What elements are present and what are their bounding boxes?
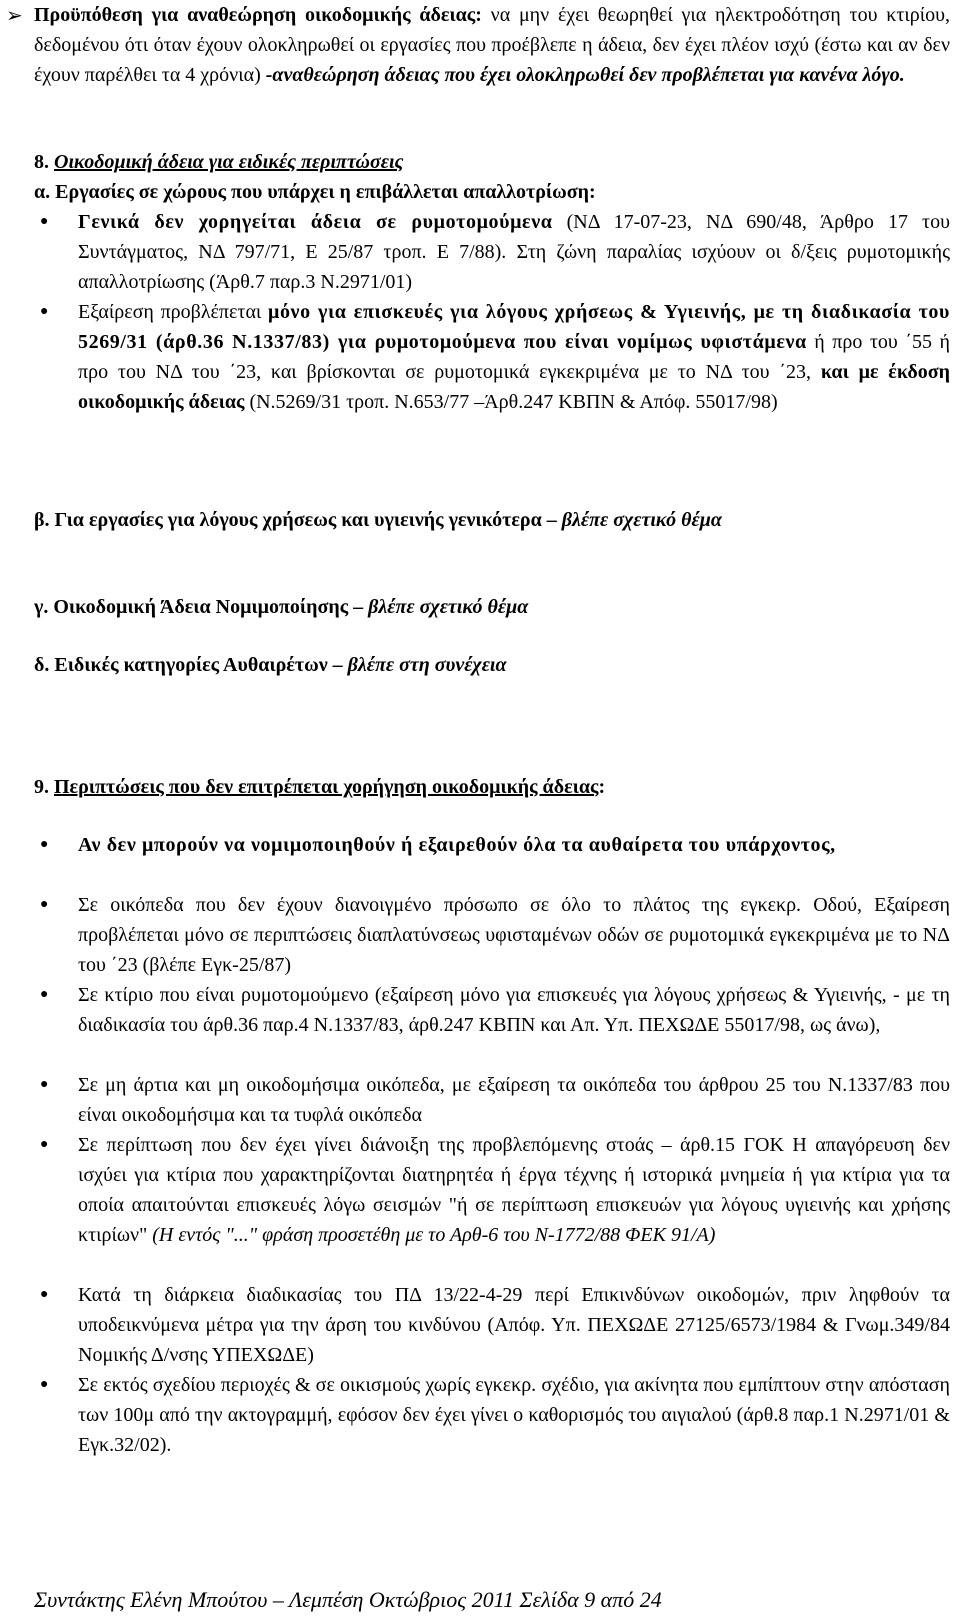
subsection-b-see: βλέπε σχετικό θέμα	[561, 509, 722, 531]
s9-item-7: Σε εκτός σχεδίου περιοχές & σε οικισμούς χωρίς εγκεκρ. σχέδιο, για ακίνητα που εμπίπτουν στην απόσταση των 100μ από την ακτογραμμή, εφόσον δεν έχει γίνει ο καθορισμός του αιγιαλού (άρθ.8 παρ.1 Ν.2971/01 & Εγκ.32/02).	[78, 1374, 950, 1456]
subsection-d-label: δ. Ειδικές κατηγορίες Αυθαιρέτων –	[34, 654, 348, 676]
bullet-dot-icon: ●	[40, 897, 49, 912]
s8-bullet-2-bold-2: και με έκδοση οικοδομικής άδειας	[78, 361, 950, 413]
bullet-dot-icon: ●	[40, 987, 49, 1002]
page-footer: Συντάκτης Ελένη Μπούτου – Λεμπέση Οκτώβριος 2011 Σελίδα 9 από 24	[34, 1587, 662, 1612]
s8-bullet-1	[78, 207, 950, 297]
s8-bullet-1-bold: Γενικά δεν χορηγείται άδεια σε ρυμοτομούμενα	[78, 211, 553, 233]
s9-item-5	[78, 1130, 950, 1250]
s9-item-5-text: Σε περίπτωση που δεν έχει γίνει διάνοιξη της προβλεπόμενης στοάς – άρθ.15 ΓΟΚ Η απαγόρευση δεν ισχύει για κτίρια που χαρακτηρίζονται διατηρητέα ή έργα τέχνης ή ιστορικά μνημεία ή για κτίρια για τα οποία απαιτούνται επισκευές λόγω σεισμών "ή σε περίπτωση επισκευών για λόγους υγιεινής και χρήσης κτιρίων"	[78, 1134, 950, 1246]
bullet-dot-icon: ●	[40, 837, 49, 852]
subsection-g-label: γ. Οικοδομική Άδεια Νομιμοποίησης –	[34, 596, 369, 618]
subsection-g-see: βλέπε σχετικό θέμα	[368, 596, 529, 618]
s8-bullet-2-text-3: (Ν.5269/31 τροπ. Ν.653/77 –Άρθ.247 ΚΒΠΝ & Απόφ. 55017/98)	[244, 391, 778, 413]
section-8-number: 8.	[34, 151, 49, 173]
bullet-dot-icon: ●	[40, 214, 49, 229]
bullet-dot-icon: ●	[40, 304, 49, 319]
subsection-b	[34, 505, 934, 535]
subsection-b-label: β. Για εργασίες για λόγους χρήσεως και υγιεινής γενικότερα –	[34, 509, 562, 531]
intro-tail: -αναθεώρηση άδειας που έχει ολοκληρωθεί δεν προβλέπεται για κανένα λόγο.	[265, 64, 905, 86]
s8-bullet-2-text-1: Εξαίρεση προβλέπεται	[78, 301, 269, 323]
bullet-dot-icon: ●	[40, 1077, 49, 1092]
bullet-dot-icon: ●	[40, 1287, 49, 1302]
section-9-colon: :	[598, 776, 606, 798]
intro-lead: Προϋπόθεση για αναθεώρηση οικοδομικής άδειας:	[34, 4, 482, 26]
section-9-heading	[34, 772, 950, 802]
s8-bullet-2-bold-1: μόνο για επισκευές για λόγους χρήσεως & Υγιεινής, με τη διαδικασία του 5269/31 (άρθ.36 Ν.1337/83) για ρυμοτομούμενα που είναι νομίμως υφιστάμενα	[78, 301, 950, 353]
bullet-dot-icon: ●	[40, 1137, 49, 1152]
subsection-a-label: α. Εργασίες σε χώρους που υπάρχει η επιβάλλεται απαλλοτρίωση:	[34, 181, 596, 203]
s8-bullet-1-text: (ΝΔ 17-07-23, ΝΔ 690/48, Άρθρο 17 του Συντάγματος, ΝΔ 797/71, Ε 25/87 τροπ. Ε 7/88). Στη ζώνη παραλίας ισχύουν οι δ/ξεις ρυμοτομικής απαλλοτρίωσης (Άρθ.7 παρ.3 Ν.2971/01)	[78, 211, 950, 293]
section-8-title: Οικοδομική άδεια για ειδικές περιπτώσεις	[54, 151, 404, 173]
subsection-d	[34, 650, 950, 680]
s9-item-1: Αν δεν μπορούν να νομιμοποιηθούν ή εξαιρεθούν όλα τα αυθαίρετα του υπάρχοντος,	[78, 834, 836, 856]
intro-paragraph	[34, 0, 950, 90]
s9-item-2: Σε οικόπεδα που δεν έχουν διανοιγμένο πρόσωπο σε όλο το πλάτος της εγκεκρ. Οδού, Εξαίρεση προβλέπεται μόνο σε περιπτώσεις διαπλατύνσεως υφισταμένων οδών σε ρυμοτομικά εγκεκριμένα με το ΝΔ του ΄23 (βλέπε Εγκ-25/87)	[78, 894, 950, 976]
s8-bullet-2	[78, 297, 950, 417]
subsection-g	[34, 592, 950, 622]
s9-item-6: Κατά τη διάρκεια διαδικασίας του ΠΔ 13/22-4-29 περί Επικινδύνων οικοδομών, πριν ληφθούν τα υποδεικνύμενα μέτρα για την άρση του κινδύνου (Απόφ. Υπ. ΠΕΧΩΔΕ 27125/6573/1984 & Γνωμ.349/84 Νομικής Δ/νσης ΥΠΕΧΩΔΕ)	[78, 1284, 950, 1366]
section-9-title: Περιπτώσεις που δεν επιτρέπεται χορήγηση οικοδομικής άδειας	[54, 776, 599, 798]
s8-bullet-2-text-2: ή προ του ΄55 ή προ του ΝΔ του ΄23, και βρίσκονται σε ρυμοτομικά εγκεκριμένα με το ΝΔ του ΄23,	[78, 331, 950, 383]
s9-item-4: Σε μη άρτια και μη οικοδομήσιμα οικόπεδα, με εξαίρεση τα οικόπεδα του άρθρου 25 του Ν.1337/83 που είναι οικοδομήσιμα και τα τυφλά οικόπεδα	[78, 1074, 950, 1126]
intro-text: να μην έχει θεωρηθεί για ηλεκτροδότηση του κτιρίου, δεδομένου ότι όταν έχουν ολοκληρωθεί οι εργασίες που προέβλεπε η άδεια, δεν έχει πλέον ισχύ (έστω και αν δεν έχουν παρέλθει τα 4 χρόνια)	[34, 4, 951, 86]
s9-item-3: Σε κτίριο που είναι ρυμοτομούμενο (εξαίρεση μόνο για επισκευές για λόγους χρήσεως & Υγιεινής, - με τη διαδικασία του άρθ.36 παρ.4 Ν.1337/83, άρθ.247 ΚΒΠΝ και Απ. Υπ. ΠΕΧΩΔΕ 55017/98, ως άνω),	[78, 984, 950, 1036]
bullet-dot-icon: ●	[40, 1377, 49, 1392]
arrow-bullet-icon: ➢	[6, 3, 23, 27]
section-8-heading	[34, 147, 950, 177]
s9-item-5-italic: (Η εντός "..." φράση προσετέθη με το Αρθ-6 του Ν-1772/88 ΦΕΚ 91/Α)	[152, 1224, 716, 1246]
subsection-d-see: βλέπε στη συνέχεια	[347, 654, 507, 676]
section-9-number: 9.	[34, 776, 49, 798]
